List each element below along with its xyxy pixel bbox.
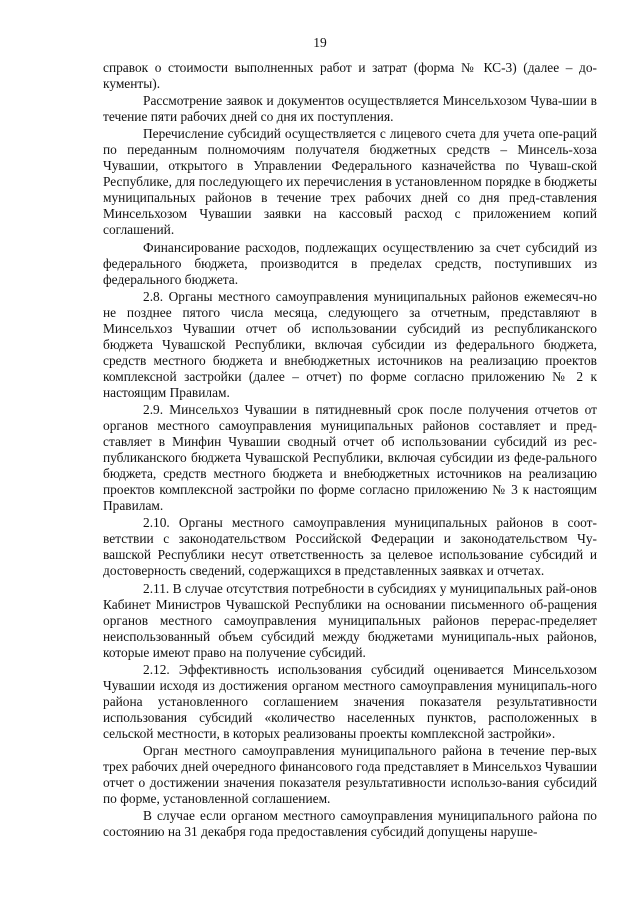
paragraph-2-11: 2.11. В случае отсутствия потребности в субсидиях у муниципальных рай-онов Кабинет Министров Чувашской Республики на основании письменного об-ращения органов местного самоуправления муниципальных районов перерас-пределяет неиспользованный объем субсидий между бюджетами муниципаль-ных районов, которые имеют право на получение субсидий. [103,580,597,660]
paragraph-2-12: 2.12. Эффективность использования субсидий оценивается Минсельхозом Чувашии исходя из достижения органом местного самоуправления муниципаль-ного района установленного соглашением значения показателя результативности использования субсидий «количество населенных пунктов, расположенных в сельской местности, в которых реализованы проекты комплексной застройки». [103,661,597,741]
paragraph: Рассмотрение заявок и документов осуществляется Минсельхозом Чува-шии в течение пяти рабочих дней со дня их поступления. [103,93,597,125]
paragraph-continued: справок о стоимости выполненных работ и затрат (форма № КС-3) (далее – до-кументы). [103,60,597,92]
paragraph: Финансирование расходов, подлежащих осуществлению за счет субсидий из федерального бюджета, производится в пределах средств, поступивших из федерального бюджета. [103,239,597,287]
paragraph-2-10: 2.10. Органы местного самоуправления муниципальных районов в соот-ветствии с законодательством Российской Федерации и законодательством Чу-вашской Республики несут ответственность за целевое использование субсидий и достоверность сведений, содержащихся в представленных заявках и отчетах. [103,515,597,579]
paragraph: Перечисление субсидий осуществляется с лицевого счета для учета опе-раций по переданным полномочиям получателя бюджетных средств – Минсель-хоза Чувашии, открытого в Управлении Федерального казначейства по Чуваш-ской Республике, для последующего их перечисления в установленном порядке в бюджеты муниципальных районов в течение трех рабочих дней со дня пред-ставления Минсельхозом Чувашии заявки на кассовый расход с приложением копий соглашений. [103,126,597,238]
paragraph-2-9: 2.9. Минсельхоз Чувашии в пятидневный срок после получения отчетов от органов местного самоуправления муниципальных районов составляет и пред-ставляет в Минфин Чувашии сводный отчет об использовании субсидий из рес-публиканского бюджета Чувашской Республики, включая субсидии из феде-рального бюджета, средств местного бюджета и внебюджетных источников на реализацию проектов комплексной застройки по форме согласно приложению № 3 к настоящим Правилам. [103,401,597,514]
paragraph-2-8: 2.8. Органы местного самоуправления муниципальных районов ежемесяч-но не позднее пятого числа месяца, следующего за отчетным, представляют в Минсельхоз Чувашии отчет об использовании субсидий из республиканского бюджета Чувашской Республики, включая субсидии из федерального бюджета, средств местного бюджета и внебюджетных источников на реализацию проектов комплексной застройки (далее – отчет) по форме согласно приложению № 2 к настоящим Правилам. [103,288,597,400]
paragraph: В случае если органом местного самоуправления муниципального района по состоянию на 31 декабря года предоставления субсидий допущены наруше- [103,808,597,840]
page-number: 19 [313,35,327,50]
document-body [103,60,597,841]
paragraph: Орган местного самоуправления муниципального района в течение пер-вых трех рабочих дней очередного финансового года представляет в Минсельхоз Чувашии отчет о достижении значения показателя результативности использо-вания субсидий по форме, установленной соглашением. [103,742,597,807]
